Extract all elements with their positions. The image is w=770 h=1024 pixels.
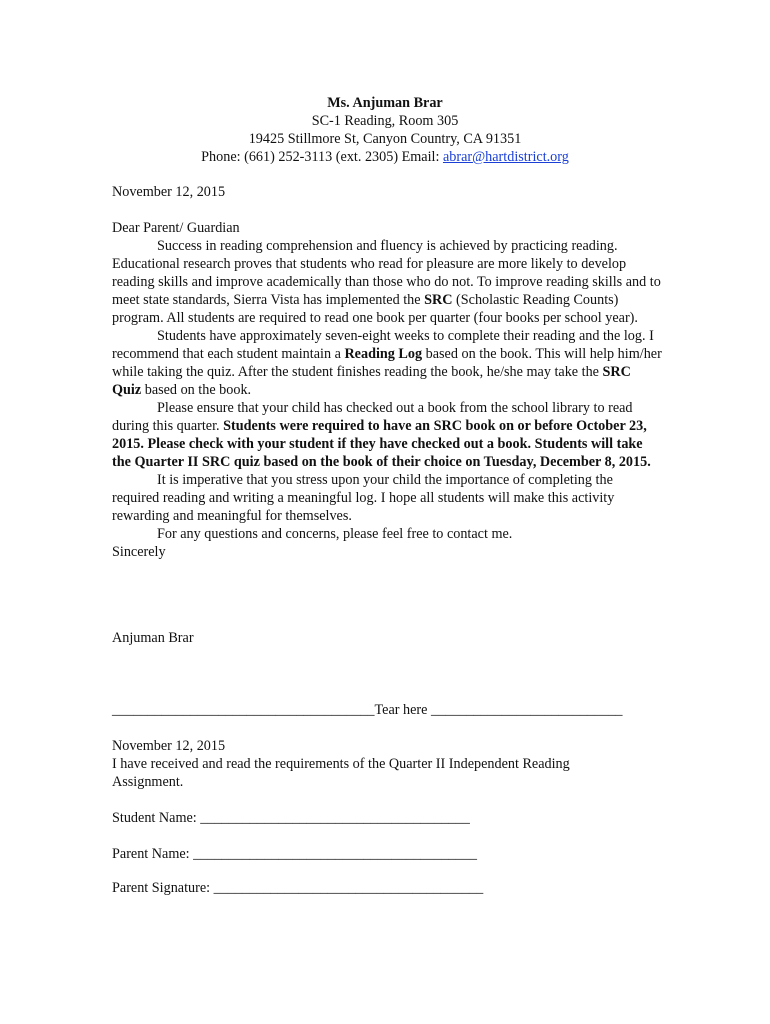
contact-line bbox=[0, 148, 770, 166]
salutation: Dear Parent/ Guardian bbox=[112, 220, 240, 236]
tear-label: Tear here bbox=[374, 702, 428, 718]
school-address: 19425 Stillmore St, Canyon Country, CA 91351 bbox=[248, 131, 522, 147]
parent-signature-row bbox=[112, 879, 483, 897]
tear-line-left: _____________________________________ bbox=[112, 702, 375, 718]
parent-name-field[interactable]: ________________________________________ bbox=[193, 846, 477, 862]
student-name-field[interactable]: ______________________________________ bbox=[200, 810, 470, 826]
paragraph-3: Please ensure that your child has checked out a book from the school library to read during this quarter. Students were required to have an SRC book on or before October 23, 2015. Please check with your student if they have checked out a book. Students will take the Quarter II SRC quiz based on the book of their choice on Tuesday, December 8, 2015. bbox=[112, 400, 651, 470]
parent-name-row bbox=[112, 845, 477, 863]
tear-line bbox=[112, 701, 623, 719]
teacher-name: Ms. Anjuman Brar bbox=[327, 95, 443, 111]
paragraph-2: Students have approximately seven-eight weeks to complete their reading and the log. I recommend that each student maintain a Reading Log based on the book. This will help him/her while taking the quiz. After the student finishes reading the book, he/she may take the SRC Quiz based on the book. bbox=[112, 328, 662, 398]
parent-signature-label: Parent Signature: bbox=[112, 880, 214, 896]
phone-text: Phone: (661) 252-3113 (ext. 2305) Email: bbox=[201, 149, 443, 165]
signature-name: Anjuman Brar bbox=[112, 630, 194, 646]
teacher-room: SC-1 Reading, Room 305 bbox=[311, 113, 459, 129]
slip-statement: I have received and read the requirements of the Quarter II Independent Reading Assignment. bbox=[112, 756, 570, 790]
paragraph-4: It is imperative that you stress upon your child the importance of completing the required reading and writing a meaningful log. I hope all students will make this activity rewarding and meaningful for themselves. bbox=[112, 472, 615, 524]
letter-body bbox=[112, 237, 662, 561]
student-name-row bbox=[112, 809, 470, 827]
email-link[interactable]: abrar@hartdistrict.org bbox=[442, 149, 569, 165]
closing: Sincerely bbox=[112, 544, 166, 560]
paragraph-1: Success in reading comprehension and fluency is achieved by practicing reading. Educational research proves that students who read for pleasure are more likely to develop reading skills and improve academically than those who do not. To improve reading skills and to meet state standards, Sierra Vista has implemented the SRC (Scholastic Reading Counts) program. All students are required to read one book per quarter (four books per school year). bbox=[112, 238, 661, 326]
parent-name-label: Parent Name: bbox=[112, 846, 194, 862]
slip-date: November 12, 2015 bbox=[112, 738, 226, 754]
paragraph-5: For any questions and concerns, please feel free to contact me. bbox=[157, 526, 513, 542]
student-name-label: Student Name: bbox=[112, 810, 201, 826]
letter-date: November 12, 2015 bbox=[112, 184, 226, 200]
tear-line-right: ___________________________ bbox=[430, 702, 623, 718]
parent-signature-field[interactable]: ______________________________________ bbox=[213, 880, 484, 896]
